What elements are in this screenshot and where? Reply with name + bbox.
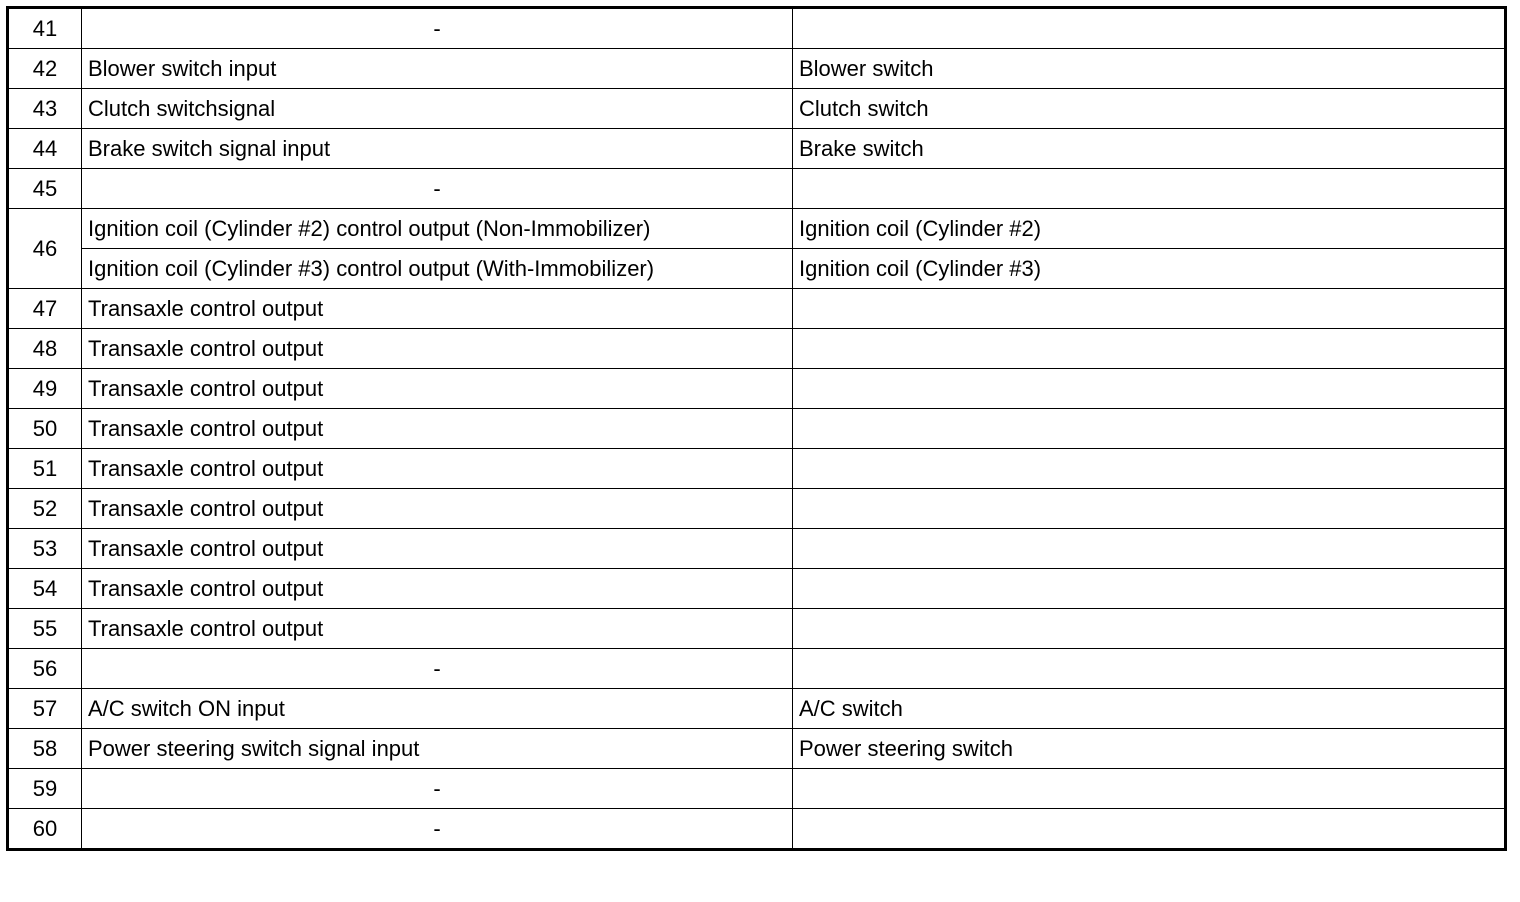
pin-description: Transaxle control output (82, 609, 793, 649)
table-row (8, 489, 1506, 529)
table-row (8, 89, 1506, 129)
pin-number: 55 (8, 609, 82, 649)
connected-component: Power steering switch (793, 729, 1506, 769)
pin-number: 43 (8, 89, 82, 129)
table-row (8, 649, 1506, 689)
table-row (8, 369, 1506, 409)
connected-component (793, 329, 1506, 369)
pin-description: Transaxle control output (82, 489, 793, 529)
pin-number: 48 (8, 329, 82, 369)
pin-description: - (82, 169, 793, 209)
connected-component: Blower switch (793, 49, 1506, 89)
table-row (8, 8, 1506, 49)
pin-description: Transaxle control output (82, 369, 793, 409)
connected-component (793, 8, 1506, 49)
connected-component: A/C switch (793, 689, 1506, 729)
pin-number: 53 (8, 529, 82, 569)
pin-description: Blower switch input (82, 49, 793, 89)
pin-description: Transaxle control output (82, 529, 793, 569)
connected-component (793, 369, 1506, 409)
pin-number: 50 (8, 409, 82, 449)
table-row (8, 409, 1506, 449)
pin-description: Transaxle control output (82, 569, 793, 609)
connected-component (793, 169, 1506, 209)
connected-component (793, 809, 1506, 850)
table-row (8, 49, 1506, 89)
table-row (8, 329, 1506, 369)
pin-number: 47 (8, 289, 82, 329)
pin-description: Transaxle control output (82, 329, 793, 369)
table-row (8, 809, 1506, 850)
table-row (8, 289, 1506, 329)
pin-number: 46 (8, 209, 82, 289)
pin-number: 42 (8, 49, 82, 89)
pin-description-table (6, 6, 1507, 851)
pin-number: 51 (8, 449, 82, 489)
pin-number: 60 (8, 809, 82, 850)
connected-component (793, 449, 1506, 489)
pin-description: Brake switch signal input (82, 129, 793, 169)
pin-description: Power steering switch signal input (82, 729, 793, 769)
pin-description: Ignition coil (Cylinder #3) control output (With-Immobilizer) (82, 249, 793, 289)
pin-number: 58 (8, 729, 82, 769)
connected-component (793, 489, 1506, 529)
pin-description: Transaxle control output (82, 289, 793, 329)
pin-description: Ignition coil (Cylinder #2) control output (Non-Immobilizer) (82, 209, 793, 249)
pin-description: A/C switch ON input (82, 689, 793, 729)
table-row (8, 729, 1506, 769)
table-row (8, 249, 1506, 289)
pin-description: Clutch switchsignal (82, 89, 793, 129)
table-body (8, 8, 1506, 850)
pin-description: - (82, 769, 793, 809)
connected-component (793, 769, 1506, 809)
connected-component: Ignition coil (Cylinder #2) (793, 209, 1506, 249)
pin-number: 59 (8, 769, 82, 809)
table-row (8, 169, 1506, 209)
connected-component (793, 649, 1506, 689)
pin-number: 54 (8, 569, 82, 609)
pin-number: 56 (8, 649, 82, 689)
table-row (8, 609, 1506, 649)
pin-number: 41 (8, 8, 82, 49)
connected-component (793, 409, 1506, 449)
table-row (8, 209, 1506, 249)
pin-description: - (82, 809, 793, 850)
table-row (8, 129, 1506, 169)
connected-component: Ignition coil (Cylinder #3) (793, 249, 1506, 289)
pin-description: - (82, 649, 793, 689)
connected-component: Brake switch (793, 129, 1506, 169)
connected-component: Clutch switch (793, 89, 1506, 129)
pin-description: Transaxle control output (82, 449, 793, 489)
pin-number: 49 (8, 369, 82, 409)
table-row (8, 689, 1506, 729)
table-row (8, 529, 1506, 569)
pin-number: 44 (8, 129, 82, 169)
pin-description: Transaxle control output (82, 409, 793, 449)
pin-number: 52 (8, 489, 82, 529)
table-row (8, 449, 1506, 489)
table-row (8, 769, 1506, 809)
connected-component (793, 289, 1506, 329)
pin-number: 57 (8, 689, 82, 729)
pin-number: 45 (8, 169, 82, 209)
table-row (8, 569, 1506, 609)
pin-description: - (82, 8, 793, 49)
connected-component (793, 529, 1506, 569)
connected-component (793, 609, 1506, 649)
connected-component (793, 569, 1506, 609)
